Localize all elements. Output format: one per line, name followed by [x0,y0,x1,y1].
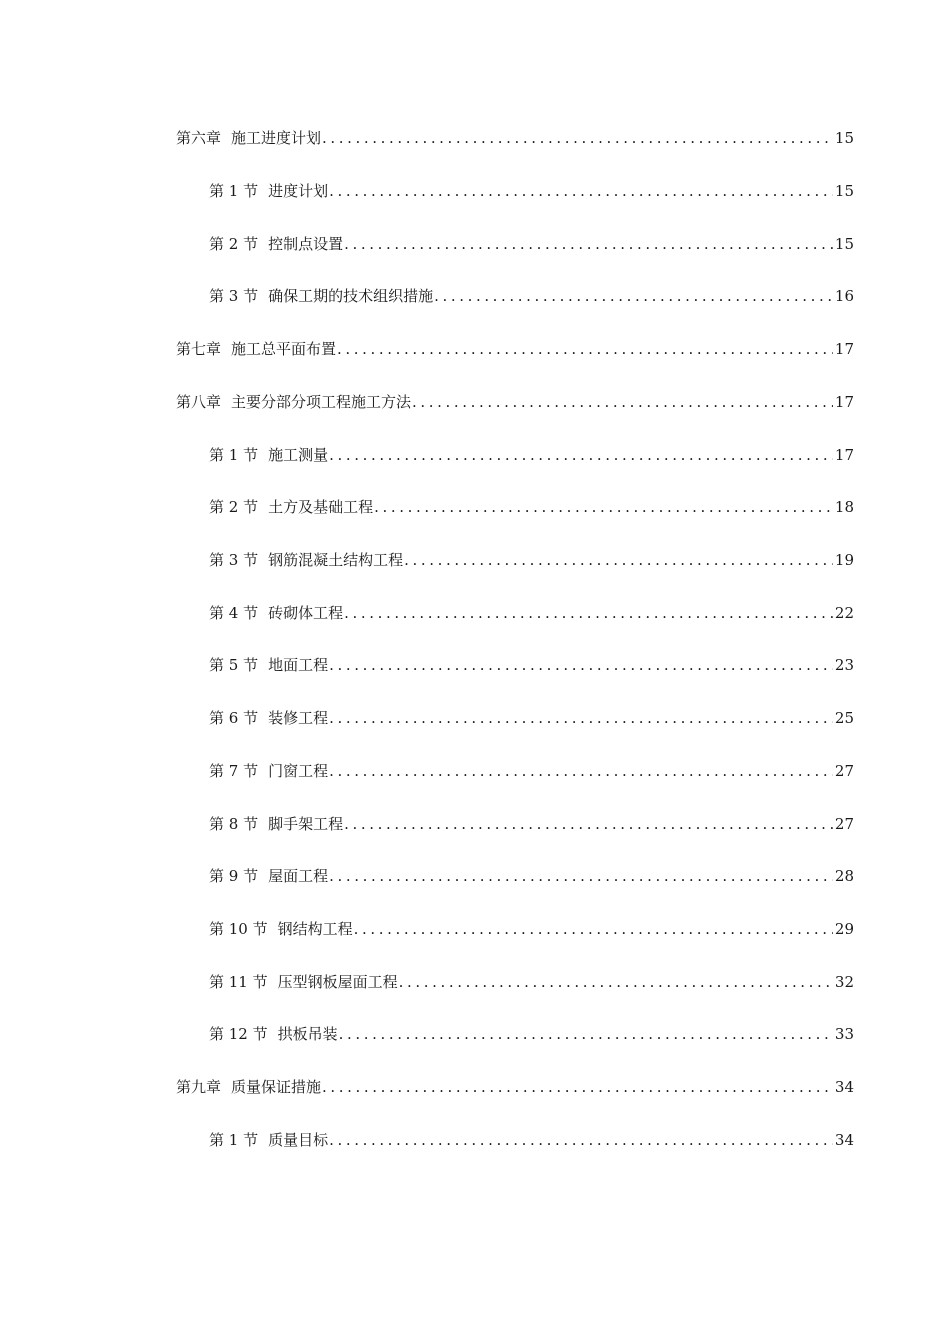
toc-entry-section[interactable] [209,495,854,519]
entry-number: 第 8 节 [209,815,259,833]
dot-leader [399,970,833,994]
dot-leader [322,126,833,150]
entry-page-number: 15 [834,235,854,253]
entry-page-number: 34 [834,1078,854,1096]
dot-leader [329,759,833,783]
entry-page-number: 28 [834,867,854,885]
toc-entry-section[interactable] [209,970,854,994]
entry-number: 第 1 节 [209,446,259,464]
entry-page-number: 15 [834,182,854,200]
entry-title: 钢筋混凝土结构工程 [268,551,404,569]
toc-entry-section[interactable] [209,653,854,677]
entry-number: 第 7 节 [209,762,259,780]
toc-entry-section[interactable] [209,864,854,888]
entry-number: 第 11 节 [209,973,268,991]
dot-leader [329,443,833,467]
entry-title: 施工进度计划 [231,129,322,147]
dot-leader [339,1022,833,1046]
entry-number: 第 1 节 [209,182,259,200]
entry-number: 第七章 [176,340,222,358]
entry-title: 质量保证措施 [231,1078,322,1096]
dot-leader [329,706,833,730]
entry-page-number: 17 [834,393,854,411]
entry-number: 第 1 节 [209,1131,259,1149]
dot-leader [329,179,833,203]
dot-leader [322,1075,833,1099]
entry-number: 第 3 节 [209,287,259,305]
entry-title: 压型钢板屋面工程 [277,973,398,991]
dot-leader [344,601,833,625]
entry-page-number: 33 [834,1025,854,1043]
entry-page-number: 23 [834,656,854,674]
entry-number: 第九章 [176,1078,222,1096]
entry-number: 第 4 节 [209,604,259,622]
entry-number: 第 2 节 [209,235,259,253]
entry-title: 门窗工程 [268,762,329,780]
toc-entry-section[interactable] [209,917,854,941]
dot-leader [434,284,833,308]
entry-title: 钢结构工程 [277,920,353,938]
toc-entry-section[interactable] [209,706,854,730]
entry-page-number: 34 [834,1131,854,1149]
toc-entry-section[interactable] [209,232,854,256]
entry-page-number: 18 [834,498,854,516]
entry-number: 第六章 [176,129,222,147]
dot-leader [329,653,833,677]
entry-title: 进度计划 [268,182,329,200]
entry-number: 第 5 节 [209,656,259,674]
entry-page-number: 22 [834,604,854,622]
toc-entry-section[interactable] [209,443,854,467]
entry-page-number: 17 [834,340,854,358]
dot-leader [404,548,833,572]
dot-leader [374,495,833,519]
entry-title: 装修工程 [268,709,329,727]
entry-title: 土方及基础工程 [268,498,374,516]
toc-entry-chapter-9[interactable] [176,1075,854,1099]
toc-entry-chapter-7[interactable] [176,337,854,361]
entry-page-number: 27 [834,815,854,833]
entry-page-number: 17 [834,446,854,464]
entry-number: 第 3 节 [209,551,259,569]
entry-number: 第 9 节 [209,867,259,885]
entry-title: 主要分部分项工程施工方法 [231,393,412,411]
entry-number: 第 6 节 [209,709,259,727]
entry-page-number: 25 [834,709,854,727]
toc-entry-section[interactable] [209,179,854,203]
entry-title: 质量目标 [268,1131,329,1149]
entry-page-number: 19 [834,551,854,569]
toc-entry-section[interactable] [209,284,854,308]
entry-title: 脚手架工程 [268,815,344,833]
entry-title: 屋面工程 [268,867,329,885]
entry-page-number: 16 [834,287,854,305]
toc-entry-section[interactable] [209,812,854,836]
entry-page-number: 15 [834,129,854,147]
entry-number: 第 12 节 [209,1025,268,1043]
entry-title: 施工总平面布置 [231,340,337,358]
entry-title: 确保工期的技术组织措施 [268,287,434,305]
entry-title: 拱板吊装 [277,1025,338,1043]
toc-entry-section[interactable] [209,1128,854,1152]
toc-entry-chapter-6[interactable] [176,126,854,150]
entry-title: 地面工程 [268,656,329,674]
entry-number: 第 2 节 [209,498,259,516]
dot-leader [344,812,833,836]
entry-title: 砖砌体工程 [268,604,344,622]
entry-number: 第 10 节 [209,920,268,938]
dot-leader [337,337,833,361]
toc-entry-section[interactable] [209,548,854,572]
toc-entry-section[interactable] [209,759,854,783]
toc-entry-chapter-8[interactable] [176,390,854,414]
entry-title: 施工测量 [268,446,329,464]
dot-leader [344,232,833,256]
dot-leader [329,1128,833,1152]
toc-entry-section[interactable] [209,1022,854,1046]
dot-leader [329,864,833,888]
dot-leader [354,917,833,941]
entry-page-number: 27 [834,762,854,780]
entry-title: 控制点设置 [268,235,344,253]
entry-page-number: 32 [834,973,854,991]
entry-page-number: 29 [834,920,854,938]
entry-number: 第八章 [176,393,222,411]
toc-entry-section[interactable] [209,601,854,625]
dot-leader [412,390,833,414]
